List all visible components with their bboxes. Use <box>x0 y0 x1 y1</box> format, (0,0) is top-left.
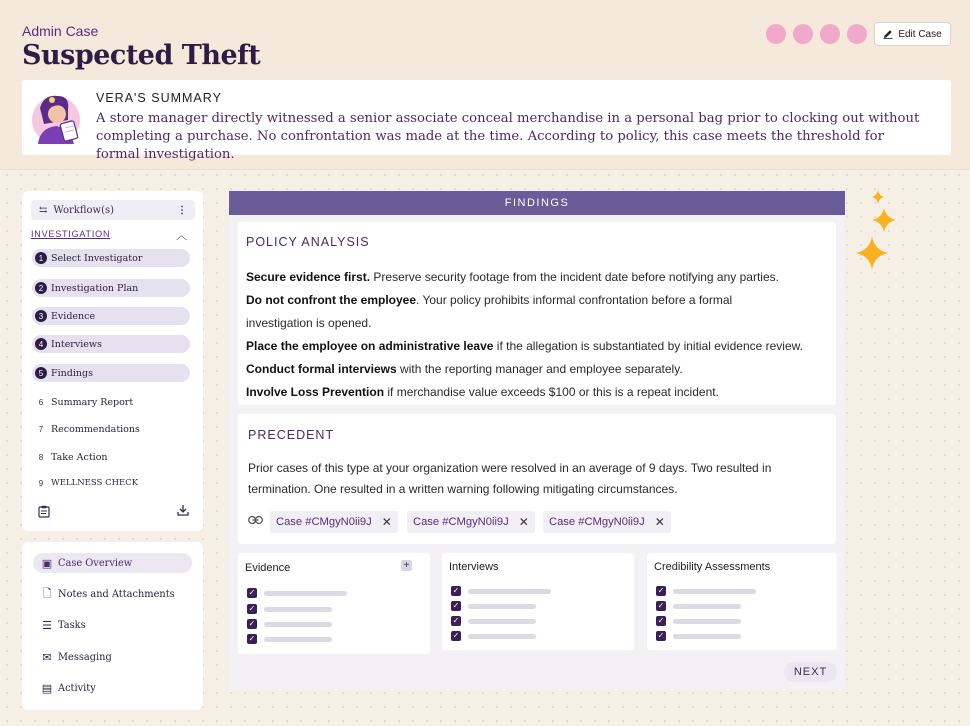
kebab-menu-icon[interactable]: ⋮ <box>177 204 187 216</box>
placeholder-line <box>673 619 741 624</box>
policy-item-text: with the reporting manager and employee separately. <box>396 362 683 376</box>
workflow-step-wellness-check[interactable] <box>32 474 190 492</box>
mail-icon: ✉ <box>42 650 52 664</box>
nav-item-case-overview[interactable] <box>33 553 192 573</box>
next-button[interactable]: NEXT <box>784 662 837 682</box>
step-number: 2 <box>35 282 47 294</box>
step-number: 1 <box>35 252 47 264</box>
step-label: Recommendations <box>51 423 140 435</box>
interviews-card <box>442 553 634 650</box>
vera-avatar <box>30 90 86 146</box>
workflow-step-take-action[interactable] <box>32 448 190 466</box>
case-link-chip[interactable] <box>543 511 671 533</box>
participant-avatar[interactable] <box>847 24 867 44</box>
checkbox-checked[interactable]: ✓ <box>452 601 460 610</box>
placeholder-line <box>264 637 332 642</box>
policy-item-bold: Involve Loss Prevention <box>246 385 385 399</box>
step-label: Evidence <box>51 310 96 322</box>
page-title: Suspected Theft <box>22 40 261 71</box>
credibility-card <box>647 553 837 650</box>
findings-header: FINDINGS <box>229 191 845 215</box>
precedent-title: PRECEDENT <box>248 428 335 442</box>
activity-icon: ▤ <box>41 681 53 695</box>
credibility-item[interactable] <box>656 585 756 597</box>
workflow-selector[interactable] <box>31 200 195 220</box>
evidence-item[interactable] <box>247 618 332 630</box>
step-number: 6 <box>38 397 44 407</box>
nav-item-label: Case Overview <box>58 557 133 569</box>
nav-item-label: Tasks <box>58 619 86 631</box>
workflow-step-recommendations[interactable] <box>32 420 190 438</box>
checkbox-checked[interactable]: ✓ <box>248 619 256 628</box>
checkbox-checked[interactable]: ✓ <box>248 634 256 643</box>
case-link-label: Case #CMgyN0ii9J <box>413 516 509 528</box>
participant-avatar[interactable] <box>820 24 840 44</box>
summary-text: A store manager directly witnessed a senior associate conceal merchandise in a personal bag prior to clocking out without completing a purchase. No confrontation was made at the time. According to policy, this case meets the threshold for formal investigation. <box>96 111 920 162</box>
chevron-up-icon[interactable]: ︿ <box>176 230 187 242</box>
participant-avatar[interactable] <box>766 24 786 44</box>
case-header <box>0 0 970 170</box>
placeholder-line <box>468 604 536 609</box>
evidence-card <box>238 553 430 654</box>
checkbox-checked[interactable]: ✓ <box>248 604 256 613</box>
policy-item-bold: Secure evidence first. <box>246 270 371 284</box>
sparkle-icon <box>852 188 902 273</box>
step-number: 7 <box>38 424 44 434</box>
pencil-icon <box>883 29 893 39</box>
policy-item-bold: Do not confront the employee <box>246 293 417 307</box>
nav-item-label: Activity <box>58 682 96 694</box>
evidence-title: Evidence <box>245 562 291 574</box>
policy-item-bold: Conduct formal interviews <box>246 362 397 376</box>
nav-item-tasks[interactable] <box>33 615 192 635</box>
policy-item-bold: Place the employee on administrative leave <box>246 339 494 353</box>
case-link-label: Case #CMgyN0ii9J <box>549 516 645 528</box>
policy-item <box>246 289 732 312</box>
interview-item[interactable] <box>451 600 536 612</box>
policy-analysis-title: POLICY ANALYSIS <box>246 235 370 249</box>
findings-body <box>229 215 845 690</box>
policy-item-text: investigation is opened. <box>246 316 372 330</box>
step-label: WELLNESS CHECK <box>51 478 139 488</box>
evidence-item[interactable] <box>247 603 332 615</box>
close-icon[interactable]: ✕ <box>381 515 392 529</box>
close-icon[interactable]: ✕ <box>654 515 665 529</box>
credibility-item[interactable] <box>656 600 741 612</box>
precedent-card <box>238 414 836 544</box>
placeholder-line <box>673 589 756 594</box>
policy-item <box>246 266 779 289</box>
attachment-icon: 🗋 <box>42 586 52 600</box>
nav-item-label: Notes and Attachments <box>58 588 175 600</box>
nav-item-label: Messaging <box>58 651 112 663</box>
interview-item[interactable] <box>451 585 551 597</box>
checkbox-checked[interactable]: ✓ <box>452 616 460 625</box>
workflow-step-evidence[interactable] <box>32 307 190 325</box>
checkbox-checked[interactable]: ✓ <box>452 631 460 640</box>
step-number: 5 <box>35 367 47 379</box>
interview-item[interactable] <box>451 615 536 627</box>
interview-item[interactable] <box>451 630 536 642</box>
step-label: Take Action <box>51 451 108 463</box>
step-label: Findings <box>51 367 93 379</box>
policy-item-text: Preserve security footage from the incident date before notifying any parties. <box>370 270 779 284</box>
workflow-step-findings[interactable] <box>32 364 190 382</box>
download-icon[interactable] <box>177 504 189 519</box>
step-label: Summary Report <box>51 396 134 408</box>
policy-item <box>246 358 683 381</box>
case-link-chip[interactable] <box>407 511 535 533</box>
nav-item-activity[interactable] <box>33 678 192 698</box>
policy-analysis-card <box>238 222 836 405</box>
placeholder-line <box>468 634 536 639</box>
placeholder-line <box>673 634 741 639</box>
checkbox-checked[interactable]: ✓ <box>657 586 665 595</box>
add-evidence-button[interactable]: + <box>401 560 412 571</box>
case-kind-label: Admin Case <box>22 23 99 39</box>
clipboard-icon[interactable] <box>38 505 50 521</box>
credibility-title: Credibility Assessments <box>654 561 771 573</box>
step-number: 9 <box>38 478 44 488</box>
step-label: Select Investigator <box>51 252 143 264</box>
policy-item <box>246 381 719 404</box>
workflow-step-select-investigator[interactable] <box>32 249 190 267</box>
policy-item-text: if the allegation is substantiated by initial evidence review. <box>493 339 803 353</box>
nav-item-messaging[interactable] <box>33 647 192 667</box>
case-link-chip[interactable] <box>270 511 398 533</box>
workflow-step-investigation-plan[interactable] <box>32 279 190 297</box>
step-label: Interviews <box>51 338 102 350</box>
evidence-item[interactable] <box>247 633 332 645</box>
precedent-text: Prior cases of this type at your organization were resolved in an average of 9 days. Two resulted in termination. One resulted in a written warning following mitigating circumstances. <box>248 461 772 496</box>
credibility-item[interactable] <box>656 630 741 642</box>
edit-case-button[interactable] <box>874 22 951 46</box>
placeholder-line <box>468 619 536 624</box>
checkbox-checked[interactable]: ✓ <box>248 588 256 597</box>
policy-item <box>246 335 803 358</box>
overview-icon: ▣ <box>41 556 53 570</box>
evidence-item[interactable] <box>247 587 347 599</box>
placeholder-line <box>264 607 332 612</box>
placeholder-line <box>468 589 551 594</box>
participant-avatar[interactable] <box>793 24 813 44</box>
tasks-icon: ☰ <box>42 618 52 632</box>
workflow-step-interviews[interactable] <box>32 335 190 353</box>
participant-avatars <box>766 24 867 44</box>
step-label: Investigation Plan <box>51 282 139 294</box>
nav-item-notes-attachments[interactable] <box>33 584 192 604</box>
checkbox-checked[interactable]: ✓ <box>657 616 665 625</box>
placeholder-line <box>673 604 741 609</box>
summary-card <box>22 80 951 162</box>
step-number: 3 <box>35 310 47 322</box>
workflow-step-summary-report[interactable] <box>32 393 190 411</box>
placeholder-line <box>264 622 332 627</box>
close-icon[interactable]: ✕ <box>518 515 529 529</box>
checkbox-checked[interactable]: ✓ <box>657 631 665 640</box>
investigation-section-label[interactable]: INVESTIGATION <box>31 229 111 239</box>
policy-item-text: if merchandise value exceeds $100 or this is a repeat incident. <box>384 385 719 399</box>
workflow-title: Workflow(s) <box>53 204 115 216</box>
workflow-icon: ⇆ <box>39 204 48 216</box>
step-number: 4 <box>35 338 47 350</box>
case-nav-panel <box>22 542 203 710</box>
step-number: 8 <box>38 452 44 462</box>
summary-heading: VERA'S SUMMARY <box>96 91 222 105</box>
checkbox-checked[interactable]: ✓ <box>452 586 460 595</box>
checkbox-checked[interactable]: ✓ <box>657 601 665 610</box>
workflow-panel <box>22 191 203 531</box>
policy-item-text: . Your policy prohibits informal confrontation before a formal <box>416 293 733 307</box>
edit-case-label: Edit Case <box>898 28 942 40</box>
placeholder-line <box>264 591 347 596</box>
interviews-title: Interviews <box>449 561 499 573</box>
policy-item <box>246 312 371 335</box>
case-link-label: Case #CMgyN0ii9J <box>276 516 372 528</box>
link-icon <box>248 513 263 528</box>
credibility-item[interactable] <box>656 615 741 627</box>
